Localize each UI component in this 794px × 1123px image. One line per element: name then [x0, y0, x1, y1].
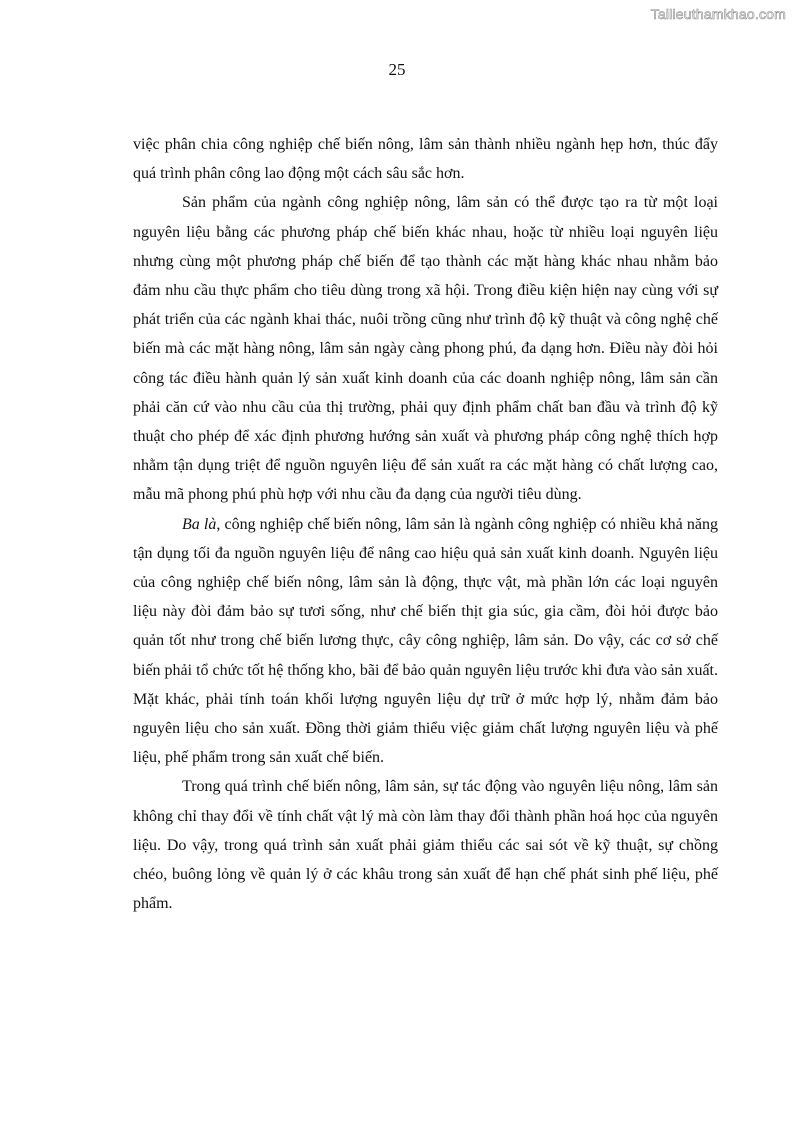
watermark-text: Tailieuthamkhao.com — [650, 6, 786, 22]
paragraph-processing: Trong quá trình chế biến nông, lâm sản, sự tác động vào nguyên liệu nông, lâm sản không chỉ thay đổi về tính chất vật lý mà còn làm thay đổi thành phần hoá học của nguyên liệu. Do vậy, trong quá trình sản xuất phải giảm thiểu các sai sót về kỹ thuật, sự chồng chéo, buông lỏng về quản lý ở các khâu trong sản xuất để hạn chế phát sinh phế liệu, phế phẩm. — [133, 778, 718, 913]
document-body — [133, 130, 718, 918]
paragraph-ba-la — [133, 510, 718, 773]
page-number: 25 — [388, 60, 406, 79]
paragraph-lead-italic: Ba là — [182, 515, 217, 533]
paragraph-body: , công nghiệp chế biến nông, lâm sản là ngành công nghiệp có nhiều khả năng tận dụng tối đa nguồn nguyên liệu để nâng cao hiệu quả sản xuất kinh doanh. Nguyên liệu của công nghiệp chế biến nông, lâm sản là động, thực vật, mà phần lớn các loại nguyên liệu này đòi đảm bảo sự tươi sống, như chế biến thịt gia súc, gia cầm, đòi hỏi được bảo quản tốt như trong chế biến lương thực, cây công nghiệp, lâm sản. Do vậy, các cơ sở chế biến phải tổ chức tốt hệ thống kho, bãi để bảo quản nguyên liệu trước khi đưa vào sản xuất. Mặt khác, phải tính toán khối lượng nguyên liệu dự trữ ở mức hợp lý, nhằm đảm bảo nguyên liệu cho sản xuất. Đồng thời giảm thiểu việc giảm chất lượng nguyên liệu và phế liệu, phế phẩm trong sản xuất chế biến. — [133, 515, 718, 767]
paragraph-products: Sản phẩm của ngành công nghiệp nông, lâm sản có thể được tạo ra từ một loại nguyên liệu bằng các phương pháp chế biến khác nhau, hoặc từ nhiều loại nguyên liệu nhưng cùng một phương pháp chế biến để tạo thành các mặt hàng khác nhau nhằm bảo đảm nhu cầu thực phẩm cho tiêu dùng trong xã hội. Trong điều kiện hiện nay cùng với sự phát triển của các ngành khai thác, nuôi trồng cũng như trình độ kỹ thuật và công nghệ chế biến mà các mặt hàng nông, lâm sản ngày càng phong phú, đa dạng hơn. Điều này đòi hỏi công tác điều hành quản lý sản xuất kinh doanh của các doanh nghiệp nông, lâm sản cần phải căn cứ vào nhu cầu của thị trường, phải quy định phẩm chất ban đầu và trình độ kỹ thuật cho phép để xác định phương hướng sản xuất và phương pháp công nghệ thích hợp nhằm tận dụng triệt để nguồn nguyên liệu để sản xuất ra các mặt hàng có chất lượng cao, mẫu mã phong phú phù hợp với nhu cầu đa dạng của người tiêu dùng. — [133, 194, 718, 504]
paragraph-continuation: việc phân chia công nghiệp chế biến nông, lâm sản thành nhiều ngành hẹp hơn, thúc đẩy quá trình phân công lao động một cách sâu sắc hơn. — [133, 136, 718, 183]
